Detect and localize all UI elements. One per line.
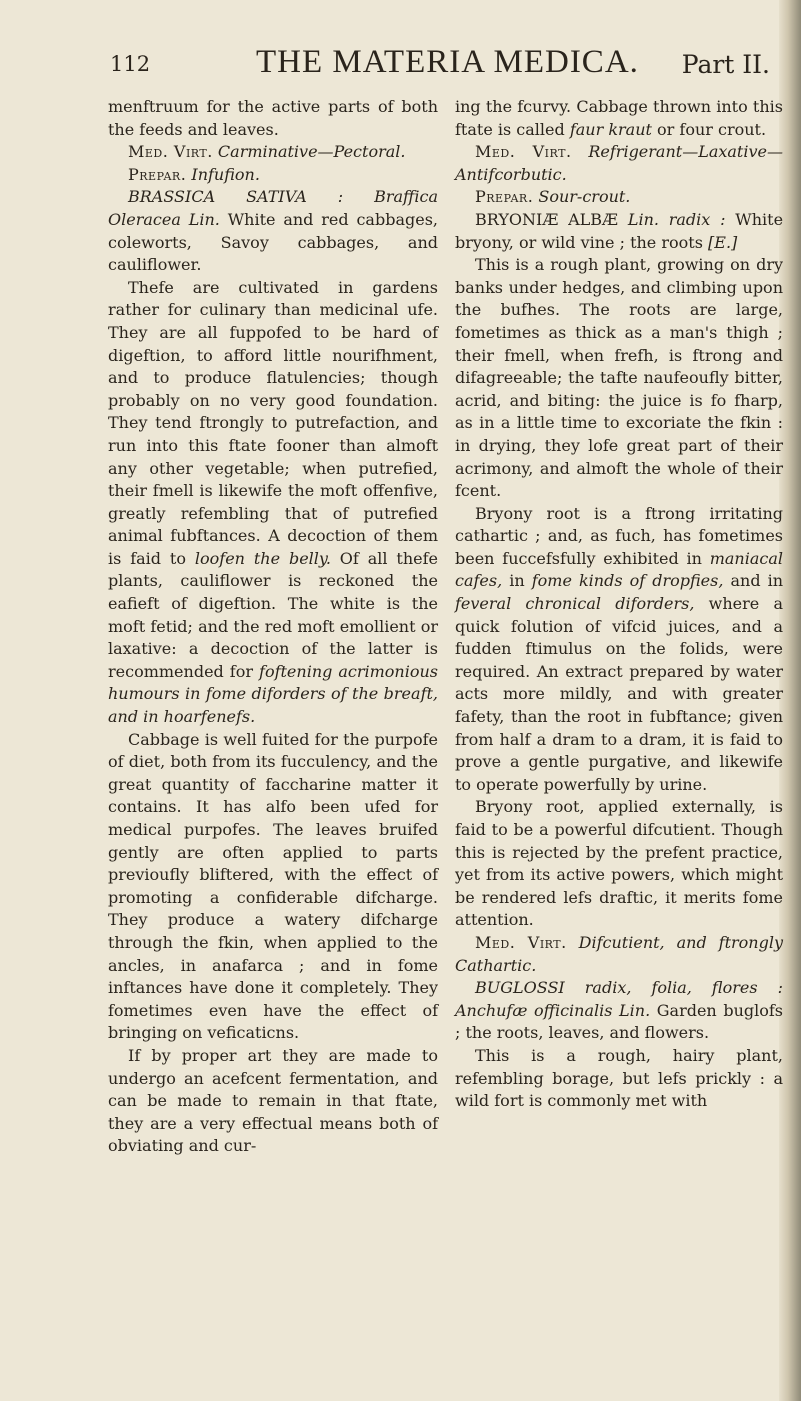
virtues-entry: Med. Virt. Carminative—Pectoral. <box>128 142 406 162</box>
paragraph: Bryony root is a ftrong irritating cathartic ; and, as fuch, has fometimes been fuccefsfully exhibited in maniacal cafes, in fome kinds of dropfies, and in feveral chronical diforders, where a quick folution of vifcid juices, and a fudden ftimulus on the folids, were required. An extract prepared by water acts more mildly, and with greater fafety, than the root in fubftance; given from half a dram to a dram, it is faid to prove a gentle purgative, and likewife to operate powerfully by urine. <box>455 503 784 794</box>
left-column <box>108 96 438 1158</box>
drug-entry-heading: BRASSICA SATIVA : Braffica Oleracea Lin. White and red cabbages, coleworts, Savoy cabbages, and cauliflower. <box>108 187 438 275</box>
drug-entry-heading: BRYONIÆ ALBÆ Lin. radix : White bryony, or wild vine ; the roots [E.] <box>455 209 784 252</box>
running-title: THE MATERIA MEDICA. <box>256 44 639 80</box>
page-number: 112 <box>110 52 151 76</box>
right-column <box>455 96 783 1113</box>
page-header <box>96 44 776 84</box>
paragraph: menftruum for the active parts of both the feeds and leaves. <box>108 97 438 139</box>
part-label: Part II. <box>681 50 770 79</box>
paragraph: Thefe are cultivated in gardens rather for culinary than medicinal ufe. They are all fuppofed to be hard of digeftion, to afford little nourifhment, and to produce flatulencies; though probably on no very good foundation. They tend ftrongly to putrefaction, and run into this ftate fooner than almoft any other vegetable; when putrefied, their fmell is likewife the moft offenfive, greatly refembling that of putrefied animal fubftances. A decoction of them is faid to loofen the belly. Of all thefe plants, cauliflower is reckoned the eafieft of digeftion. The white is the moft fetid; and the red moft emollient or laxative: a decoction of the latter is recommended for foftening acrimonious humours in fome diforders of the breaft, and in hoarfenefs. <box>108 277 439 727</box>
preparations-entry: Prepar. Infufion. <box>128 164 260 184</box>
virtues-entry: Med. Virt. Refrigerant—Laxative—Antifcorbutic. <box>455 142 783 184</box>
virtues-entry: Med. Virt. Difcutient, and ftrongly Cathartic. <box>455 932 783 975</box>
paragraph: Bryony root, applied externally, is faid to be a powerful difcutient. Though this is rejected by the prefent practice, yet from its active powers, which might be rendered lefs draftic, it merits fome attention. <box>455 797 783 930</box>
preparations-entry: Prepar. Sour-crout. <box>475 187 631 207</box>
paragraph: Cabbage is well fuited for the purpofe of diet, both from its fucculency, and the great quantity of faccharine matter it contains. It has alfo been ufed for medical purpofes. The leaves bruifed gently are often applied to parts previoufly bliftered, with the effect of promoting a confiderable difcharge. They produce a watery difcharge through the fkin, when applied to the ancles, in anafarca ; and in fome inftances have done it completely. They fometimes even have the effect of bringing on veficaticns. <box>108 729 438 1043</box>
paragraph: If by proper art they are made to undergo an acefcent fermentation, and can be made to remain in that ftate, they are a very effectual means both of obviating and cur- <box>108 1045 438 1156</box>
paragraph: This is a rough, hairy plant, refembling borage, but lefs prickly : a wild fort is commonly met with <box>455 1045 783 1111</box>
paragraph: This is a rough plant, growing on dry banks under hedges, and climbing upon the bufhes. The roots are large, fometimes as thick as a man's thigh ; their fmell, when frefh, is ftrong and difagreeable; the tafte naufeoufly bitter, acrid, and biting: the juice is fo fharp, as in a little time to excoriate the fkin : in drying, they lofe great part of their acrimony, and almoft the whole of their fcent. <box>455 255 783 501</box>
paragraph: ing the fcurvy. Cabbage thrown into this ftate is called faur kraut or four crout. <box>455 97 783 139</box>
drug-entry-heading: BUGLOSSI radix, folia, flores : Anchufæ officinalis Lin. Garden buglofs ; the roots, leaves, and flowers. <box>455 978 783 1043</box>
